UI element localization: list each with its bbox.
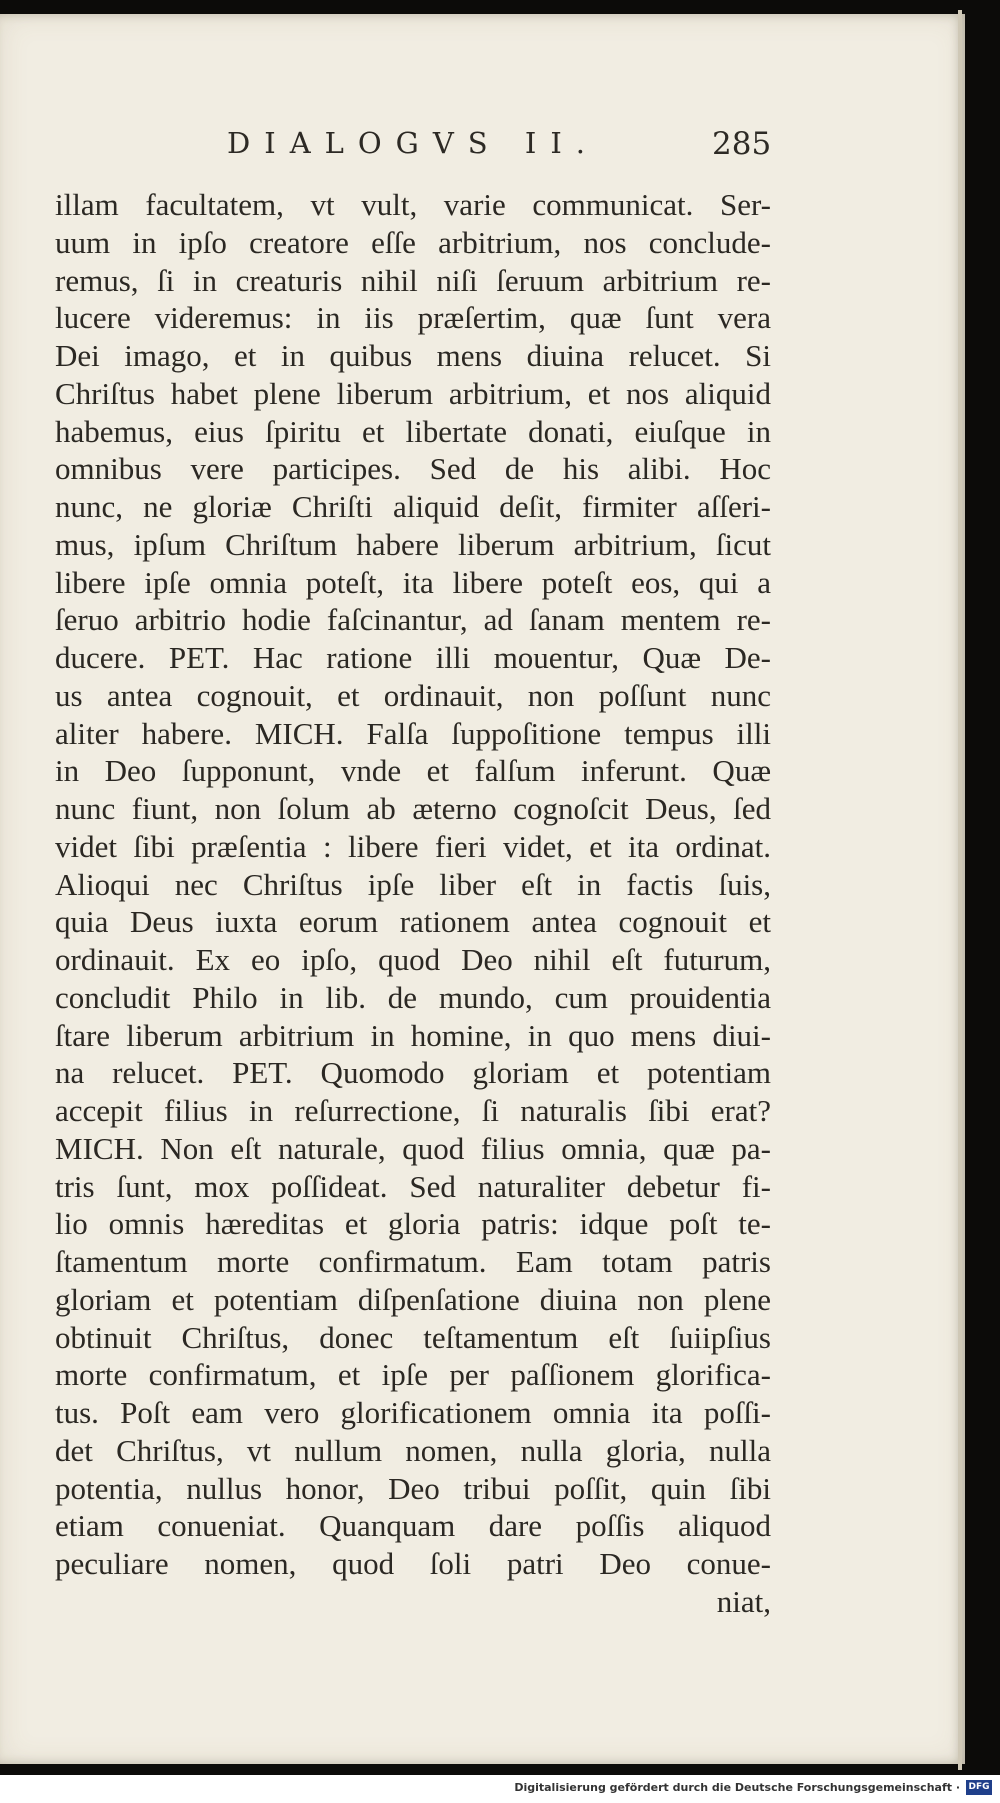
text-line: lio omnis hæreditas et gloria patris: idque poſt te- [55,1206,771,1242]
text-line: morte confirmatum, et ipſe per paſſionem glorifica- [55,1357,771,1393]
text-line: in Deo ſupponunt, vnde et falſum inferunt. Quæ [55,753,771,789]
text-line: quia Deus iuxta eorum rationem antea cognouit et [55,904,771,940]
text-line: ducere. PET. Hac ratione illi mouentur, Quæ De- [55,640,771,675]
text-line: etiam conueniat. Quanquam dare poſſis aliquod [55,1508,771,1544]
text-line: uum in ipſo creatore eſſe arbitrium, nos conclude- [55,224,771,260]
text-line: mus, ipſum Chriſtum habere liberum arbitrium, ſicut [55,526,771,562]
digitization-footer [0,1775,1000,1803]
running-title: DIALOGVS II. [227,126,600,160]
text-line: habemus, eius ſpiritu et libertate donati, eiuſque in [55,413,771,449]
text-line: ſtare liberum arbitrium in homine, in quo mens diui- [55,1017,771,1053]
body-text [55,186,771,1621]
text-line: MICH. Non eſt naturale, quod filius omnia, quæ pa- [55,1130,771,1166]
text-line: nunc fiunt, non ſolum ab æterno cognoſcit Deus, ſed [55,791,771,826]
text-line: obtinuit Chriſtus, donec teſtamentum eſt ſuiipſius [55,1319,771,1355]
text-line: ordinauit. Ex eo ipſo, quod Deo nihil eſt futurum, [55,942,771,977]
text-line: us antea cognouit, et ordinauit, non poſſunt nunc [55,677,771,713]
text-line: det Chriſtus, vt nullum nomen, nulla gloria, nulla [55,1432,771,1468]
running-head [0,126,965,166]
text-line: na relucet. PET. Quomodo gloriam et potentiam [55,1055,771,1091]
text-line: peculiare nomen, quod ſoli patri Deo conue- [55,1546,771,1581]
text-line: illam facultatem, vt vult, varie communicat. Ser- [55,187,771,222]
text-line: Alioqui nec Chriſtus ipſe liber eſt in factis ſuis, [55,866,771,902]
text-line: gloriam et potentiam diſpenſatione diuina non plene [55,1281,771,1317]
text-line: tris ſunt, mox poſſideat. Sed naturaliter debetur fi- [55,1168,771,1204]
text-line: accepit filius in reſurrectione, ſi naturalis ſibi erat? [55,1093,771,1128]
text-line: libere ipſe omnia poteſt, ita libere poteſt eos, qui a [55,564,771,600]
text-line: tus. Poſt eam vero glorificationem omnia ita poſſi- [55,1395,771,1430]
page-number: 285 [712,126,772,162]
text-line: lucere videremus: in iis præſertim, quæ ſunt vera [55,300,771,336]
text-line: Dei imago, et in quibus mens diuina relucet. Si [55,338,771,373]
dfg-logo: DFG [966,1780,992,1795]
page-edge [958,10,962,1770]
text-line: aliter habere. MICH. Falſa ſuppoſitione tempus illi [55,715,771,751]
text-line: Chriſtus habet plene liberum arbitrium, et nos aliquid [55,375,771,411]
text-line: ſeruo arbitrio hodie faſcinantur, ad ſanam mentem re- [55,602,771,638]
text-line: videt ſibi præſentia : libere fieri videt, et ita ordinat. [55,828,771,864]
text-line: concludit Philo in lib. de mundo, cum prouidentia [55,979,771,1015]
text-line: niat, [716,1583,771,1619]
text-line: remus, ſi in creaturis nihil niſi ſeruum arbitrium re- [55,262,771,298]
text-line: ſtamentum morte confirmatum. Eam totam patris [55,1244,771,1279]
text-line: omnibus vere participes. Sed de his alibi. Hoc [55,451,771,487]
text-line: potentia, nullus honor, Deo tribui poſſit, quin ſibi [55,1470,771,1506]
book-page [0,14,965,1764]
funding-credit: Digitalisierung gefördert durch die Deutsche Forschungsgemeinschaft · [514,1781,960,1794]
text-line: nunc, ne gloriæ Chriſti aliquid deſit, firmiter aſſeri- [55,489,771,524]
